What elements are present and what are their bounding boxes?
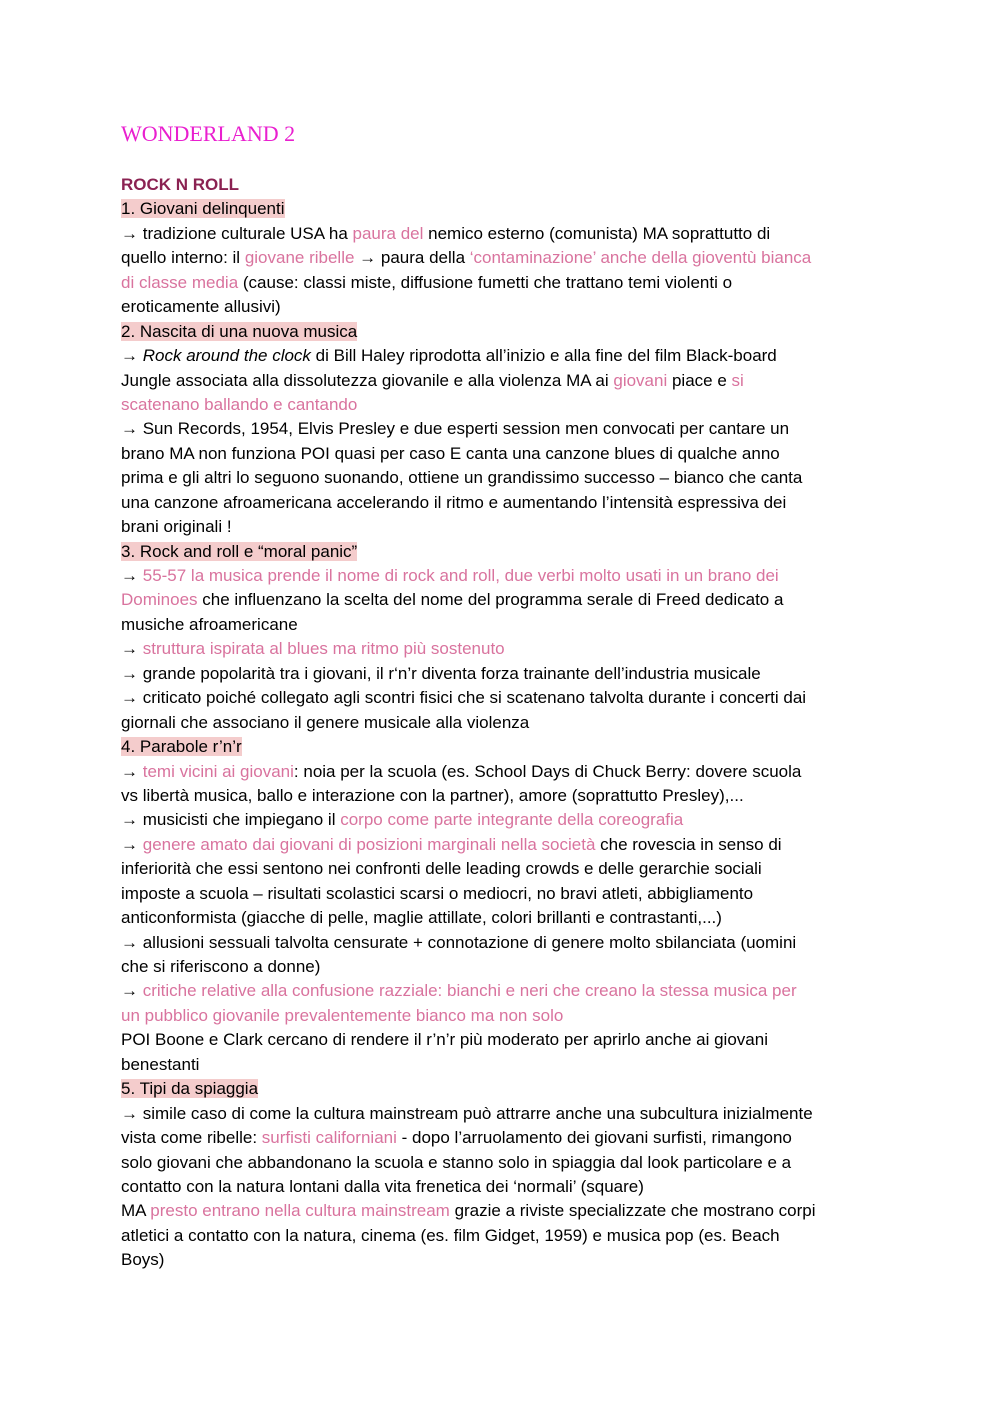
text-line xyxy=(121,1126,891,1150)
highlighted-text: genere amato dai giovani di posizioni marginali nella società xyxy=(142,834,596,854)
body-text: che si riferiscono a donne) xyxy=(121,957,321,976)
body-text: vs libertà musica, ballo e interazione con la partner), amore (soprattutto Presley),... xyxy=(121,785,744,805)
body-text: - dopo l’arruolamento dei giovani surfisti, rimangono xyxy=(396,1128,792,1148)
highlighted-text: di classe media xyxy=(121,272,239,292)
subsection-heading: 2. Nascita di una nuova musica xyxy=(121,321,358,341)
text-line xyxy=(121,808,891,832)
text-line xyxy=(121,613,891,637)
text-line xyxy=(121,662,891,686)
body-text: Jungle associata alla dissolutezza giovanile e alla violenza MA ai xyxy=(121,370,614,390)
body-text: → xyxy=(121,761,143,781)
text-line xyxy=(121,686,891,710)
highlighted-text: giovane ribelle xyxy=(244,248,355,268)
body-text: → xyxy=(121,981,143,1001)
body-text: grazie a riviste specializzate che mostrano corpi xyxy=(449,1201,816,1221)
highlighted-text: surfisti californiani xyxy=(261,1128,397,1148)
body-text: → xyxy=(121,639,143,659)
body-text: nemico esterno (comunista) MA soprattutto di xyxy=(423,223,771,243)
text-line xyxy=(121,197,891,221)
text-line xyxy=(121,540,891,564)
text-line xyxy=(121,1199,891,1223)
highlighted-text: corpo come parte integrante della coreografia xyxy=(340,810,684,830)
highlighted-text: giovani xyxy=(613,370,668,390)
text-line xyxy=(121,515,891,539)
text-line xyxy=(121,979,891,1003)
body-text: contatto con la natura lontani dalla vita frenetica dei ‘normali’ (square) xyxy=(121,1176,644,1196)
body-text: inferiorità che essi sentono nei confronti delle leading crowds e delle gerarchie sociali xyxy=(121,859,762,879)
text-line xyxy=(121,369,891,393)
text-line xyxy=(121,271,891,295)
body-text: eroticamente allusivi) xyxy=(121,297,281,317)
body-text: musiche afroamericane xyxy=(121,614,298,634)
text-line xyxy=(121,1004,891,1028)
text-line xyxy=(121,760,891,784)
text-line xyxy=(121,882,891,906)
body-text: → tradizione culturale USA ha xyxy=(121,223,353,243)
body-text: brano MA non funziona POI quasi per caso E canta una canzone blues di qualche anno xyxy=(121,443,780,463)
body-text: : noia per la scuola (es. School Days di Chuck Berry: dovere scuola xyxy=(293,761,802,781)
body-text: giornali che associano il genere musicale alla violenza xyxy=(121,712,530,732)
text-line xyxy=(121,1077,891,1101)
body-text: che influenzano la scelta del nome del programma serale di Freed dedicato a xyxy=(197,590,784,610)
text-line xyxy=(121,931,891,955)
subsection-heading: 1. Giovani delinquenti xyxy=(121,199,285,219)
body-text: piace e xyxy=(667,370,732,390)
text-line xyxy=(121,344,891,368)
body-text: → grande popolarità tra i giovani, il r‘n’r diventa forza trainante dell’industria musicale xyxy=(121,663,761,683)
body-text: atletici a contatto con la natura, cinema (es. film Gidget, 1959) e musica pop (es. Beach xyxy=(121,1225,780,1245)
text-line xyxy=(121,1224,891,1248)
body-text: POI Boone e Clark cercano di rendere il r’n’r più moderato per aprirlo anche ai giovani xyxy=(121,1030,768,1050)
text-line xyxy=(121,1151,891,1175)
section-title: ROCK N ROLL xyxy=(121,175,240,194)
body-text: → xyxy=(121,834,143,854)
highlighted-text: 55-57 la musica prende il nome di rock and roll, due verbi molto usati in un brano dei xyxy=(142,566,779,585)
body-text: anticonformista (giacche di pelle, maglie attillate, colori brillanti e contrastanti,...) xyxy=(121,908,722,928)
text-line xyxy=(121,564,891,588)
text-line xyxy=(121,466,891,490)
text-line xyxy=(121,1028,891,1052)
highlighted-text: critiche relative alla confusione razziale: bianchi e neri che creano la stessa musica per xyxy=(142,981,797,1001)
subsection-heading: 5. Tipi da spiaggia xyxy=(121,1079,259,1099)
body-text: → xyxy=(121,566,143,585)
highlighted-text: struttura ispirata al blues ma ritmo più sostenuto xyxy=(142,639,505,659)
text-line xyxy=(121,1102,891,1126)
body-text: di Bill Haley riprodotta all’inizio e alla fine del film Black-board xyxy=(310,346,777,366)
body-text: → Sun Records, 1954, Elvis Presley e due esperti session men convocati per cantare un xyxy=(121,419,790,439)
body-text: imposte a scuola – risultati scolastici scarsi o mediocri, no bravi atleti, abbigliamento xyxy=(121,883,754,903)
text-line xyxy=(121,1053,891,1077)
text-line xyxy=(121,222,891,246)
text-line xyxy=(121,393,891,417)
body-text: → simile caso di come la cultura mainstream può attrarre anche una subcultura inizialmente xyxy=(121,1103,813,1123)
body-text: → paura della xyxy=(354,248,470,268)
document-body xyxy=(121,173,891,1273)
text-line xyxy=(121,637,891,661)
body-text: → xyxy=(121,346,143,366)
highlighted-text: scatenano ballando e cantando xyxy=(121,394,358,414)
document-title: WONDERLAND 2 xyxy=(121,121,296,146)
text-line xyxy=(121,588,891,612)
highlighted-text: un pubblico giovanile prevalentemente bianco ma non solo xyxy=(121,1005,564,1025)
text-line xyxy=(121,833,891,857)
body-text: → allusioni sessuali talvolta censurate + connotazione di genere molto sbilanciata (uomini xyxy=(121,932,797,952)
highlighted-text: Dominoes xyxy=(121,590,198,610)
body-text: prima e gli altri lo seguono suonando, ottiene un grandissimo successo – bianco che canta xyxy=(121,468,803,488)
text-line xyxy=(121,491,891,515)
body-text: benestanti xyxy=(121,1054,200,1074)
text-line xyxy=(121,784,891,808)
body-text: quello interno: il xyxy=(121,248,245,268)
text-line xyxy=(121,735,891,759)
body-text: che rovescia in senso di xyxy=(595,834,782,854)
text-line xyxy=(121,1175,891,1199)
text-line xyxy=(121,295,891,319)
body-text: → musicisti che impiegano il xyxy=(121,810,341,830)
body-text: Boys) xyxy=(121,1250,165,1270)
text-line xyxy=(121,246,891,270)
highlighted-text: temi vicini ai giovani xyxy=(142,761,294,781)
text-line xyxy=(121,417,891,441)
text-line xyxy=(121,955,891,979)
subsection-heading: 3. Rock and roll e “moral panic” xyxy=(121,541,358,561)
highlighted-text: presto entrano nella cultura mainstream xyxy=(150,1201,450,1221)
text-line xyxy=(121,711,891,735)
text-line xyxy=(121,857,891,881)
text-line xyxy=(121,906,891,930)
highlighted-text: ‘contaminazione’ anche della gioventù bianca xyxy=(469,248,812,268)
body-text: solo giovani che abbandonano la scuola e stanno solo in spiaggia dal look particolare e a xyxy=(121,1152,792,1172)
body-text: MA xyxy=(121,1201,151,1221)
body-text: vista come ribelle: xyxy=(121,1128,262,1148)
italic-text: Rock around the clock xyxy=(142,346,311,366)
text-line xyxy=(121,442,891,466)
body-text: una canzone afroamericana accelerando il ritmo e aumentando l’intensità espressiva dei xyxy=(121,492,787,512)
body-text: → criticato poiché collegato agli scontri fisici che si scatenano talvolta durante i concerti dai xyxy=(121,688,807,708)
body-text: (cause: classi miste, diffusione fumetti che trattano temi violenti o xyxy=(238,272,733,292)
text-line xyxy=(121,1248,891,1272)
highlighted-text: paura del xyxy=(352,223,424,243)
highlighted-text: si xyxy=(731,370,744,390)
text-line xyxy=(121,320,891,344)
text-line xyxy=(121,173,891,197)
subsection-heading: 4. Parabole r’n’r xyxy=(121,737,242,757)
body-text: brani originali ! xyxy=(121,517,232,537)
